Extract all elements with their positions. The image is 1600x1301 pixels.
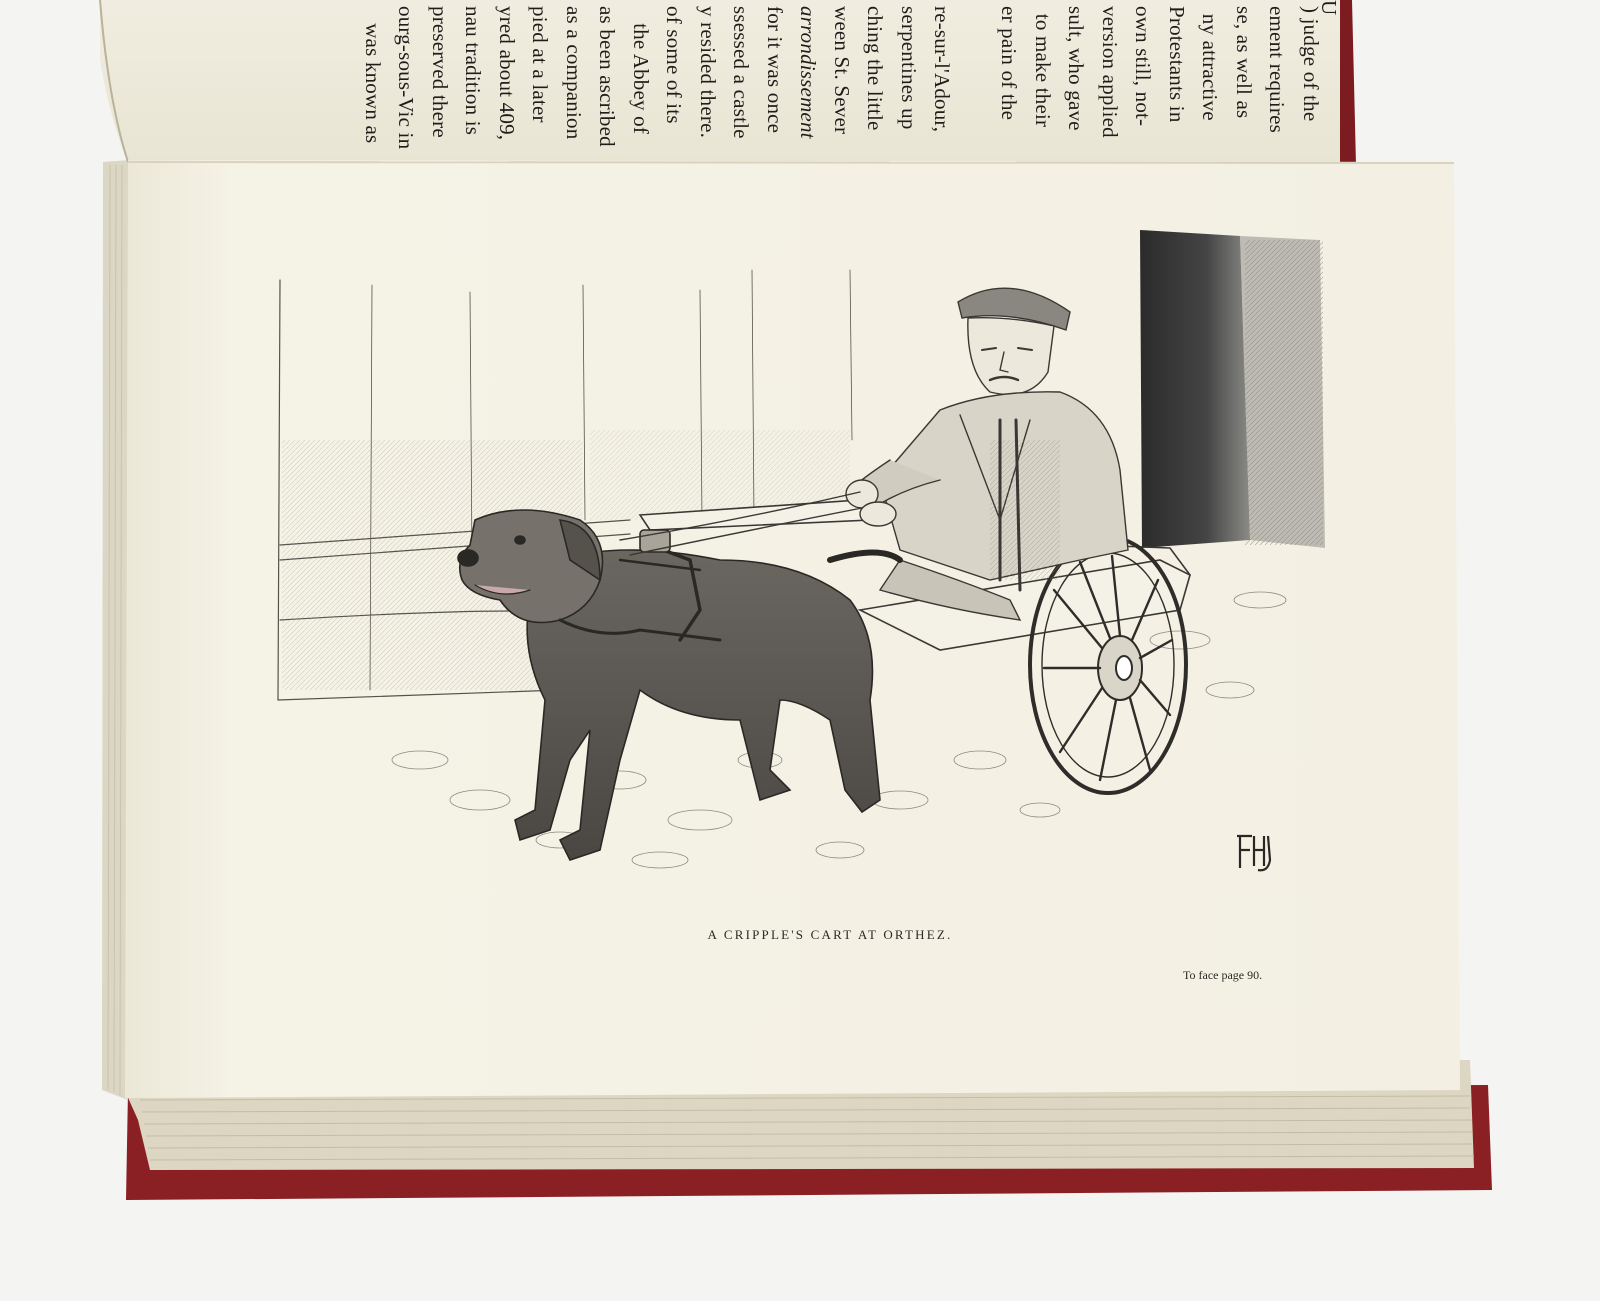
upper-page-line: er pain of the: [997, 6, 1022, 121]
upper-page-line: ) judge of the: [1299, 6, 1323, 122]
upper-page-line: as been ascribed: [595, 6, 620, 147]
upper-page-line: ny attractive: [1198, 13, 1223, 121]
upper-page-header: U: [1317, 0, 1341, 16]
upper-page-line: sult, who gave: [1064, 6, 1089, 131]
upper-page-line: yred about 409,: [495, 6, 519, 141]
upper-page-line: was known as: [361, 23, 385, 144]
upper-page-line: serpentines up: [897, 6, 921, 130]
upper-page-line: for it was once: [763, 6, 787, 134]
upper-page-line: nau tradition is: [461, 6, 486, 136]
upper-page-line: to make their: [1031, 13, 1055, 128]
upper-page-line: re-sur-l'Adour,: [930, 6, 955, 133]
face-page-note: To face page 90.: [1183, 968, 1263, 982]
upper-page-line: of some of its: [662, 6, 687, 124]
upper-page-line: y resided there.: [696, 6, 720, 139]
upper-page-line: as a companion: [562, 6, 586, 140]
upper-page-line: arrondissement: [796, 6, 821, 139]
upper-page-line: ween St. Sever: [830, 6, 854, 135]
upper-page-line: pied at a later: [528, 6, 553, 123]
upper-page-line: own still, not-: [1131, 6, 1156, 127]
upper-page-line: ement requires: [1265, 6, 1290, 133]
upper-page-line: ching the little: [863, 6, 888, 131]
upper-page-line: ourg-sous-Vic in: [394, 6, 419, 150]
upper-page-line: version applied: [1098, 6, 1122, 138]
upper-page-line: ssessed a castle: [729, 6, 754, 139]
upper-page-line: se, as well as: [1232, 6, 1256, 119]
upper-page-line: Protestants in: [1165, 6, 1189, 123]
plate-caption: A CRIPPLE'S CART AT ORTHEZ.: [707, 927, 953, 942]
upper-page-line: preserved there: [428, 6, 452, 138]
upper-page-line: the Abbey of: [629, 23, 653, 135]
doorway: [1140, 230, 1250, 548]
